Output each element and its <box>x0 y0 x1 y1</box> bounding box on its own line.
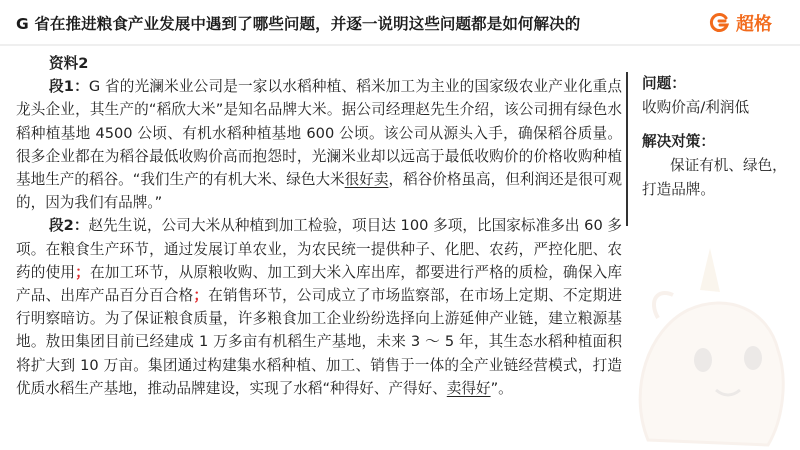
paragraph-2-text-a: 赵先生说，公司大米从种植到加工检验，项目达 100 多项，比国家标准多出 60 多项。在粮食生产环节，通过发展订单农业，为农民统一提供种子、化肥、农药，严控化肥、农药的使用 <box>16 217 623 281</box>
red-semicolon-1: ； <box>75 263 90 281</box>
paragraph-2 <box>16 214 622 400</box>
paragraph-1-text-b: ，稻谷价格虽高，但利润还是很可观的，因为我们有品牌。” <box>16 171 622 212</box>
logo-text: 超格 <box>736 14 772 35</box>
question-title: G 省在推进粮食产业发展中遇到了哪些问题，并逐一说明这些问题都是如何解决的 <box>16 15 581 33</box>
paragraph-1-text-a: G 省的光澜米业公司是一家以水稻种植、稻米加工为主业的国家级农业产业化重点龙头企业，其生产的“稻欣大米”是知名品牌大米。据公司经理赵先生介绍，该公司拥有绿色水稻种植基地 4500 公顷、有机水稻种植基地 600 公顷。该公司从源头入手，确保稻谷质量。很多企业都在为稻谷最低收购价高而抱怨时，光澜米业却以远高于最低收购价的价格收购种植基地生产的稻谷。“我们生产的有机大米、绿色大米 <box>16 78 622 189</box>
solution-text: 保证有机、绿色，打造品牌。 <box>642 157 787 198</box>
paragraph-2-label: 段2： <box>49 217 89 235</box>
red-semicolon-2: ； <box>193 287 209 305</box>
header-divider <box>0 44 800 46</box>
paragraph-1-label: 段1： <box>49 78 89 96</box>
problem-text: 收购价高/利润低 <box>642 99 750 116</box>
paragraph-1-underlined: 很好卖 <box>344 171 389 189</box>
answer-sidebar <box>626 72 796 226</box>
header <box>0 0 800 44</box>
unicorn-mascot-icon <box>618 240 800 450</box>
paragraph-2-text-c: 在销售环节，公司成立了市场监察部，在市场上定期、不定期进行明察暗访。为了保证粮食质量，许多粮食加工企业纷纷选择向上游延伸产业链，建立粮源基地。敖田集团目前已经建成 1 万多亩有机稻生产基地，未来 3 ～ 5 年，其生态水稻种植面积将扩大到 10 万亩。集团通过构建集水稻种植、加工、销售于一体的全产业链经营模式，打造优质水稻生产基地，推动品牌建设，实现了水稻“种得好、产得好、 <box>16 287 622 397</box>
chaoge-logo-icon <box>708 12 730 34</box>
paragraph-2-text-b: 在加工环节，从原粮收购、加工到大米入库出库，都要进行严格的质检，确保入库产品、出库产品百分百合格 <box>16 263 622 305</box>
paragraph-2-text-d: ”。 <box>490 379 513 397</box>
solution-heading: 解决对策： <box>642 133 715 150</box>
paragraph-1 <box>16 75 622 214</box>
paragraph-2-underlined: 卖得好 <box>446 379 491 397</box>
material-document <box>16 52 622 400</box>
material-heading: 资料2 <box>49 55 89 72</box>
problem-heading: 问题： <box>642 75 686 92</box>
brand-logo <box>708 10 772 36</box>
